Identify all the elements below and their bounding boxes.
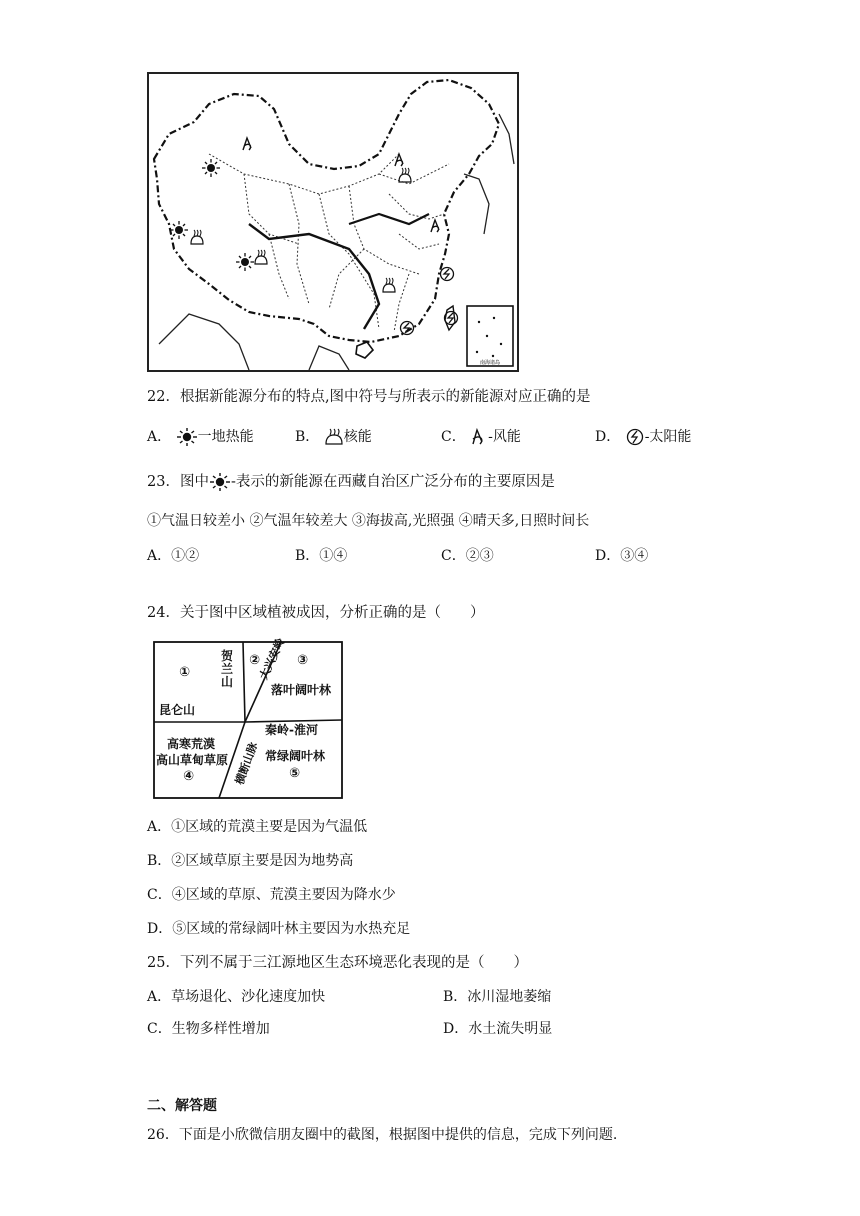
q22-stem: 22．根据新能源分布的特点,图中符号与所表示的新能源对应正确的是 bbox=[147, 389, 591, 405]
q25-option-a[interactable]: A．草场退化、沙化速度加快 bbox=[147, 989, 326, 1005]
china-outline-map bbox=[149, 74, 517, 370]
q23-statements: ①气温日较差小 ②气温年较差大 ③海拔高,光照强 ④晴天多,日照时间长 bbox=[147, 513, 590, 529]
q24-stem: 24．关于图中区域植被成因，分析正确的是（ ） bbox=[147, 605, 485, 621]
q24-option-b[interactable]: B．②区域草原主要是因为地势高 bbox=[147, 853, 354, 869]
sun-icon bbox=[236, 253, 254, 271]
q23-option-a[interactable]: A．①② bbox=[147, 548, 200, 564]
sun-icon bbox=[170, 221, 188, 239]
q22-options bbox=[147, 428, 707, 448]
geothermal-icon bbox=[324, 428, 344, 446]
q24-option-d[interactable]: D．⑤区域的常绿阔叶林主要因为水热充足 bbox=[147, 921, 411, 937]
q23-option-d[interactable]: D．③④ bbox=[595, 548, 649, 564]
section-title: 二、解答题 bbox=[147, 1098, 217, 1114]
china-energy-map bbox=[147, 72, 519, 372]
geothermal-icon bbox=[191, 230, 203, 244]
q23-stem: 23．图中 -表示的新能源在西藏自治区广泛分布的主要原因是 bbox=[147, 474, 555, 490]
geothermal-icon bbox=[383, 278, 395, 292]
q22-option-a[interactable]: A． 一地热能 bbox=[147, 429, 254, 445]
sun-icon bbox=[176, 428, 198, 446]
q23-option-c[interactable]: C．②③ bbox=[441, 548, 494, 564]
geothermal-icon bbox=[255, 250, 267, 264]
q24-option-a[interactable]: A．①区域的荒漠主要是因为气温低 bbox=[147, 819, 368, 835]
sun-icon bbox=[202, 159, 220, 177]
q25-option-d[interactable]: D．水土流失明显 bbox=[443, 1021, 553, 1037]
q26-stem: 26．下面是小欣微信朋友圈中的截图，根据图中提供的信息，完成下列问题. bbox=[147, 1127, 618, 1143]
vegetation-diagram: ① 贺兰山 昆仑山 ② 大兴安岭 ③ 落叶阔叶林 秦岭-淮河 高寒荒漠 高山草甸草原 ④ 横断山脉 常绿阔叶林 ⑤ bbox=[153, 640, 343, 800]
q23-options bbox=[147, 547, 707, 567]
q23-option-b[interactable]: B．①④ bbox=[295, 548, 348, 564]
inset-label: 南海诸岛 bbox=[479, 360, 501, 366]
tidal-icon bbox=[401, 322, 414, 335]
sun-icon bbox=[209, 473, 231, 491]
wind-icon bbox=[470, 428, 488, 446]
tidal-icon bbox=[625, 428, 645, 446]
q22-option-d[interactable]: D． -太阳能 bbox=[595, 429, 692, 445]
q25-stem: 25．下列不属于三江源地区生态环境恶化表现的是（ ） bbox=[147, 955, 528, 971]
q22-option-c[interactable]: C． -风能 bbox=[441, 429, 521, 445]
tidal-icon bbox=[441, 268, 454, 281]
q25-option-c[interactable]: C．生物多样性增加 bbox=[147, 1021, 270, 1037]
q25-option-b[interactable]: B．冰川湿地萎缩 bbox=[443, 989, 552, 1005]
wind-icon bbox=[395, 154, 403, 166]
wind-icon bbox=[431, 220, 439, 232]
q24-option-c[interactable]: C．④区域的草原、荒漠主要因为降水少 bbox=[147, 887, 396, 903]
geothermal-icon bbox=[399, 168, 411, 182]
wind-icon bbox=[243, 138, 251, 150]
q22-option-b[interactable]: B． 核能 bbox=[295, 429, 372, 445]
